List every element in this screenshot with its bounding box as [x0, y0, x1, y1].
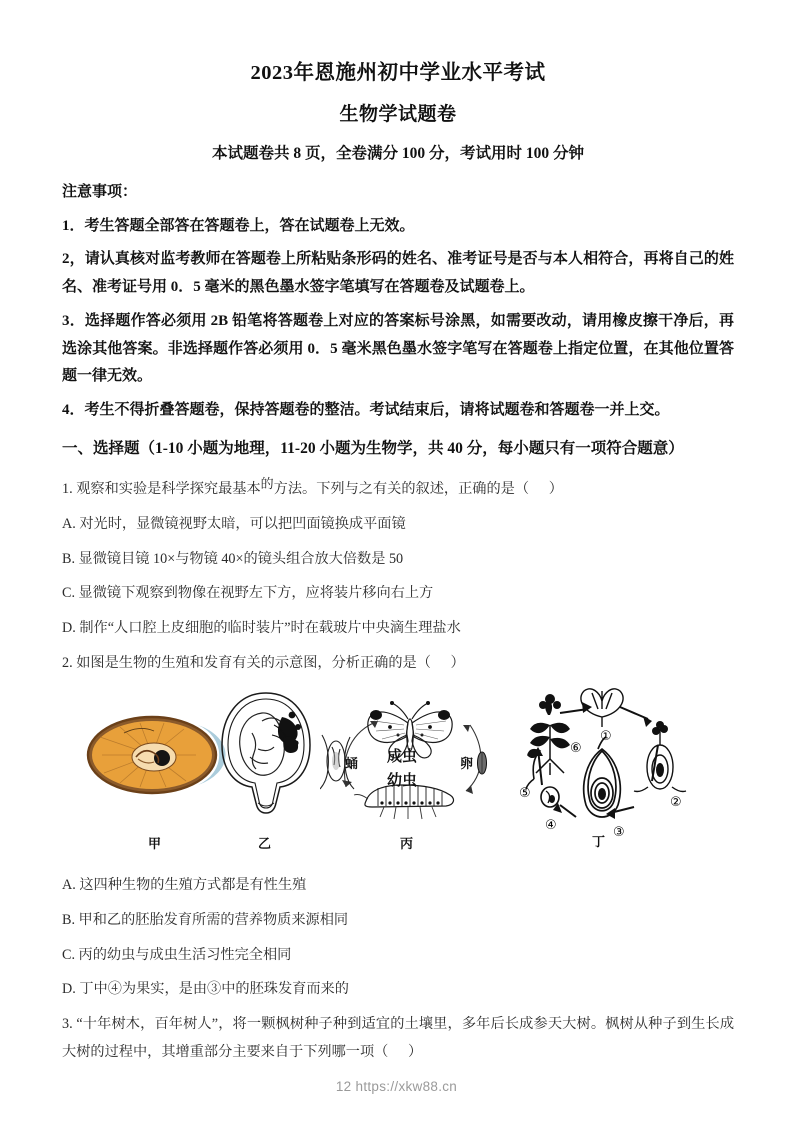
figure-label-yi: 乙 [258, 836, 272, 852]
figure-panel-jia-egg [80, 697, 230, 822]
figure-ding-num-4: ④ [545, 818, 557, 834]
question-2-number: 2. [62, 654, 73, 671]
question-2-option-d: D. 丁中④为果实，是由③中的胚珠发育而来的 [62, 981, 349, 998]
figure-ding-num-1: ① [600, 729, 612, 745]
question-1-stem-close: ） [548, 481, 563, 498]
question-3-stem-close: ） [407, 1043, 423, 1060]
question-2-stem [62, 650, 734, 678]
figure-label-bing: 丙 [400, 836, 414, 852]
question-1-number: 1. [62, 481, 73, 498]
figure-ding-num-6: ⑥ [570, 741, 582, 757]
question-1-stem-before: 观察和实验是科学探究最基本 [76, 481, 261, 498]
question-2-answer-blank [431, 655, 451, 671]
figure-label-luan: 卵 [460, 756, 474, 772]
notice-item-1: 1．考生答题全部答在答题卷上，答在试题卷上无效。 [62, 217, 415, 234]
exam-info-line: 本试题卷共 8 页，全卷满分 100 分，考试用时 100 分钟 [211, 145, 584, 163]
question-2-option-b: B. 甲和乙的胚胎发育所需的营养物质来源相同 [62, 912, 349, 929]
question-1-option-b: B. 显微镜目镜 10×与物镜 40×的镜头组合放大倍数是 50 [62, 550, 404, 567]
notice-item-2: 2，请认真核对监考教师在答题卷上所粘贴条形码的姓名、准考证号是否与本人相符合，再将自己的姓名、准考证号用 0．5 毫米的黑色墨水签字笔填写在答题卷及试题卷上。 [62, 251, 734, 296]
figure-label-chengchong: 成虫 [387, 748, 418, 766]
figure-panel-yi-uterus [212, 687, 320, 817]
question-2-stem-text: 如图是生物的生殖和发育有关的示意图，分析正确的是（ [76, 654, 431, 671]
question-3-stem-text: “十年树木，百年树人”，将一颗枫树种子种到适宜的土壤里，多年后长成参天大树。枫树从种子到生长成大树的过程中，其增重部分主要来自于下列哪一项（ [62, 1016, 735, 1060]
question-3-number: 3. [62, 1016, 73, 1033]
figure-label-yong: 蛹 [345, 756, 359, 772]
question-1-answer-blank [529, 481, 549, 497]
page-subtitle: 生物学试题卷 [339, 103, 457, 125]
figure-label-ding: 丁 [592, 834, 606, 850]
question-1-stem-after: 方法。下列与之有关的叙述，正确的是（ [273, 481, 530, 498]
question-1-raised-char: 的 [260, 476, 274, 492]
section-heading-choice: 一、选择题（1-10 小题为地理，11-20 小题为生物学，共 40 分，每小题只有一项符合题意） [62, 439, 684, 457]
figure-ding-num-3: ③ [613, 825, 625, 841]
notice-heading: 注意事项： [62, 184, 138, 201]
question-1-option-c: C. 显微镜下观察到物像在视野左下方，应将装片移向右上方 [62, 585, 434, 602]
footer-watermark: 12 https://xkw88.cn [335, 1079, 458, 1094]
figure-ding-num-2: ② [670, 795, 682, 811]
figure-panel-ding-plant-cycle [502, 685, 702, 845]
document-body [62, 60, 734, 1073]
question-3-answer-blank [388, 1044, 408, 1060]
question-3-stem [62, 1011, 734, 1066]
question-1-stem [62, 476, 734, 504]
figure-label-youchong: 幼虫 [387, 772, 418, 790]
question-2-stem-close: ） [450, 654, 465, 671]
question-1-option-a: A. 对光时，显微镜视野太暗，可以把凹面镜换成平面镜 [62, 515, 406, 532]
question-2-option-c: C. 丙的幼虫与成虫生活习性完全相同 [62, 946, 292, 963]
question-2-figure [62, 683, 734, 868]
figure-ding-num-5: ⑤ [519, 786, 531, 802]
question-1-option-d: D. 制作“人口腔上皮细胞的临时装片”时在载玻片中央滴生理盐水 [62, 619, 461, 636]
page-title: 2023年恩施州初中学业水平考试 [250, 62, 546, 84]
figure-label-jia: 甲 [148, 836, 162, 852]
notice-item-3: 3．选择题作答必须用 2B 铅笔将答题卷上对应的答案标号涂黑，如需要改动，请用橡皮擦干净后，再选涂其他答案。非选择题作答必须用 0．5 毫米黑色墨水签字笔写在答题卷上指定位置，在其他位置答题一律无效。 [62, 312, 734, 385]
question-2-option-a: A. 这四种生物的生殖方式都是有性生殖 [62, 877, 307, 894]
notice-item-4: 4．考生不得折叠答题卷，保持答题卷的整洁。考试结束后，请将试题卷和答题卷一并上交。 [62, 402, 670, 419]
